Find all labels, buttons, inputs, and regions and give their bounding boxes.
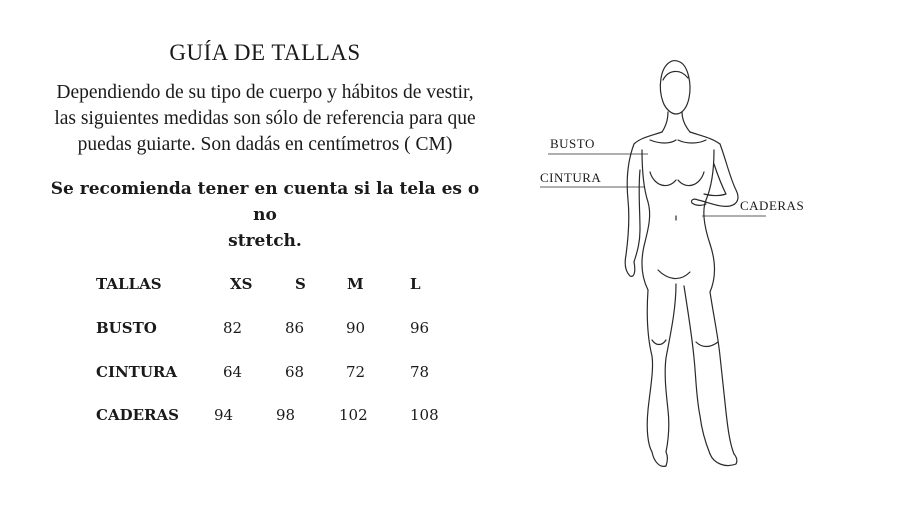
cell-cintura-m: 72 bbox=[346, 363, 366, 381]
intro-line: puedas guiarte. Son dadás en centímetros ( CM) bbox=[77, 134, 453, 155]
figure-label-cintura: CINTURA bbox=[540, 170, 602, 185]
cell-busto-xs: 82 bbox=[223, 319, 243, 337]
cell-caderas-l: 108 bbox=[410, 406, 439, 424]
row-label-caderas: CADERAS bbox=[96, 406, 179, 424]
recommendation-line: Se recomienda tener en cuenta si la tela es o no bbox=[50, 179, 480, 225]
header-l: L bbox=[410, 275, 421, 293]
cell-caderas-s: 98 bbox=[276, 406, 296, 424]
row-label-busto: BUSTO bbox=[96, 319, 157, 337]
cell-cintura-s: 68 bbox=[285, 363, 305, 381]
figure-label-caderas: CADERAS bbox=[740, 198, 805, 213]
cell-cintura-xs: 64 bbox=[223, 363, 243, 381]
header-s: S bbox=[295, 275, 306, 293]
cell-cintura-l: 78 bbox=[410, 363, 430, 381]
cell-busto-m: 90 bbox=[346, 319, 366, 337]
figure-label-busto: BUSTO bbox=[550, 136, 595, 151]
header-xs: XS bbox=[230, 275, 253, 293]
recommendation-line: stretch. bbox=[228, 231, 302, 251]
body-figure bbox=[530, 40, 830, 480]
intro-line: las siguientes medidas son sólo de referencia para que bbox=[54, 108, 476, 129]
cell-busto-l: 96 bbox=[410, 319, 430, 337]
header-tallas: TALLAS bbox=[96, 275, 162, 293]
cell-caderas-m: 102 bbox=[339, 406, 368, 424]
header-m: M bbox=[347, 275, 364, 293]
cell-busto-s: 86 bbox=[285, 319, 305, 337]
row-label-cintura: CINTURA bbox=[96, 363, 178, 381]
page-title: GUÍA DE TALLAS bbox=[169, 40, 361, 65]
intro-line: Dependiendo de su tipo de cuerpo y hábitos de vestir, bbox=[56, 82, 474, 103]
cell-caderas-xs: 94 bbox=[214, 406, 234, 424]
body-outline-icon bbox=[530, 40, 830, 480]
